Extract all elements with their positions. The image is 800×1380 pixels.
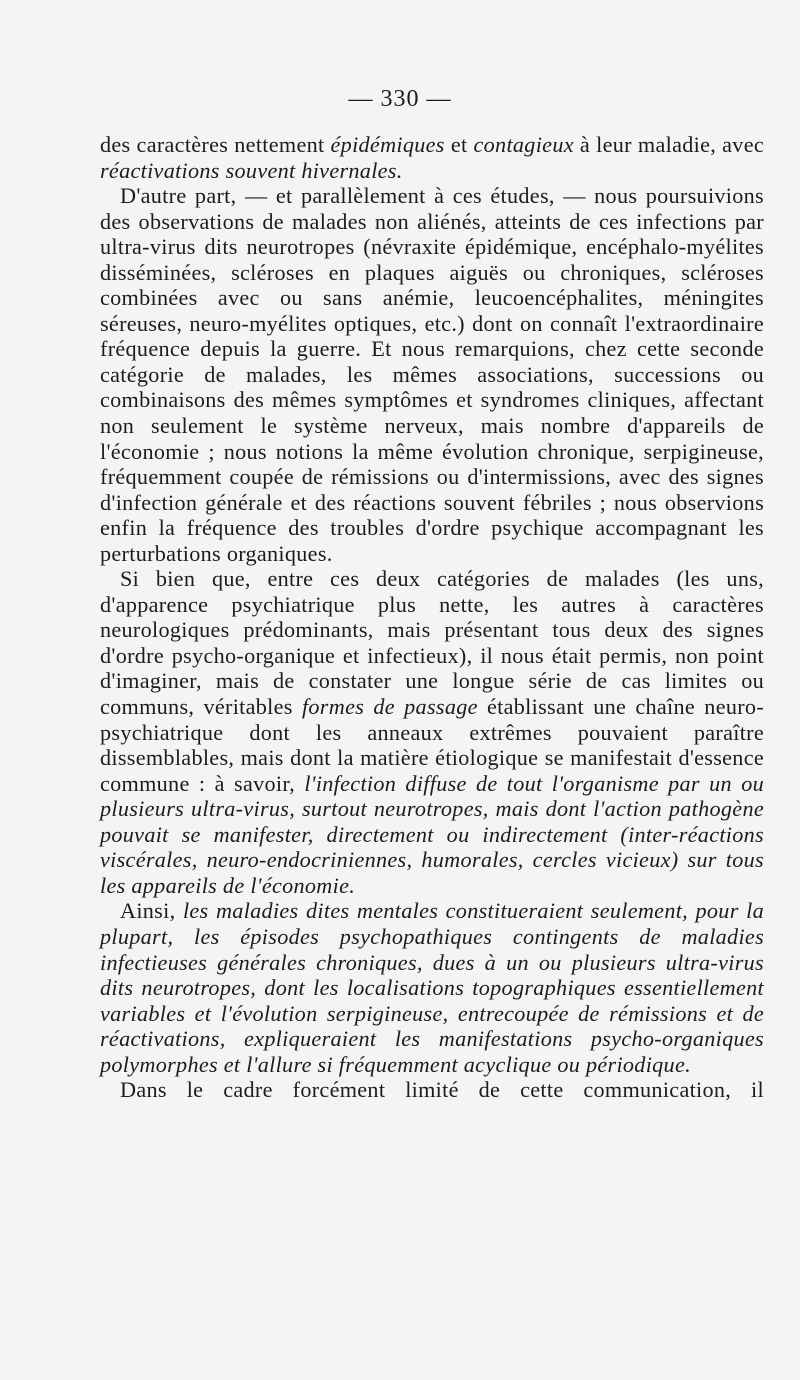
- paragraph: [100, 183, 764, 566]
- italic-run: contagieux: [473, 132, 574, 157]
- text-run: des caractères nettement: [100, 132, 331, 157]
- italic-run: l'infection diffuse de tout l'organisme par un ou plusieurs ultra-virus, surtout neurotropes, mais dont l'action pathogène pouvait se manifester, directement ou indirectement (inter-réactions viscérales, neuro-endocriniennes, humorales, cercles vicieux) sur tous les appareils de l'économie.: [100, 770, 764, 898]
- text-run: et: [444, 132, 474, 157]
- body-text: [100, 132, 764, 1103]
- text-run: Dans le cadre forcément limité de cette communication, il: [120, 1077, 764, 1103]
- paragraph: [100, 566, 764, 898]
- italic-run: réactivations souvent hivernales.: [100, 157, 403, 183]
- text-run: Si bien que, entre ces deux catégories de malades (les uns, d'apparence psychiatrique plus nette, les autres à caractères neurologiques prédominants, mais présentant tous deux des signes d'ordre psycho-organique et infectieux), il nous était permis, non point d'imaginer, mais de constater une longue série de cas limites ou communs, véritables: [100, 566, 764, 720]
- paragraph: [100, 1077, 764, 1103]
- paragraph: [100, 132, 764, 183]
- italic-run: formes de passage: [301, 694, 478, 720]
- text-run: à leur maladie, avec: [573, 132, 764, 157]
- italic-run: les maladies dites mentales constitueraient seulement, pour la plupart, les épisodes psychopathiques contingents de maladies infectieuses générales chroniques, dues à un ou plusieurs ultra-virus dits neurotropes, dont les localisations topographiques essentiellement variables et l'évolution serpigineuse, entrecoupée de rémissions et de réactivations, expliqueraient les manifestations psycho-organiques polymorphes et l'allure si fréquemment acyclique ou périodique.: [100, 898, 764, 1077]
- paragraph: [100, 898, 764, 1077]
- text-run: établissant une chaîne neuro-psychiatrique dont les anneaux extrêmes pouvaient paraître dissemblables, mais dont la matière étiologique se manifestait d'essence commune : à savoir,: [100, 694, 765, 796]
- italic-run: épidémiques: [330, 132, 445, 157]
- page-number: — 330 —: [348, 86, 452, 112]
- text-run: D'autre part, — et parallèlement à ces études, — nous poursuivions des observations de malades non aliénés, atteints de ces infections par ultra-virus dits neurotropes (névraxite épidémique, encéphalo-myélites disséminées, scléroses en plaques aiguës ou chroniques, scléroses combinées avec ou sans anémie, leucoencéphalites, méningites séreuses, neuro-myélites optiques, etc.) dont on connaît l'extraordinaire fréquence depuis la guerre. Et nous remarquions, chez cette seconde catégorie de malades, les mêmes associations, successions ou combinaisons des mêmes symptômes et syndromes cliniques, affectant non seulement le système nerveux, mais nombre d'appareils de l'économie ; nous notions la même évolution chronique, serpigineuse, fréquemment coupée de rémissions ou d'intermissions, avec des signes d'infection générale et des réactions souvent fébriles ; nous observions enfin la fréquence des troubles d'ordre psychique accompagnant les perturbations organiques.: [100, 183, 764, 566]
- text-run: Ainsi,: [120, 898, 183, 924]
